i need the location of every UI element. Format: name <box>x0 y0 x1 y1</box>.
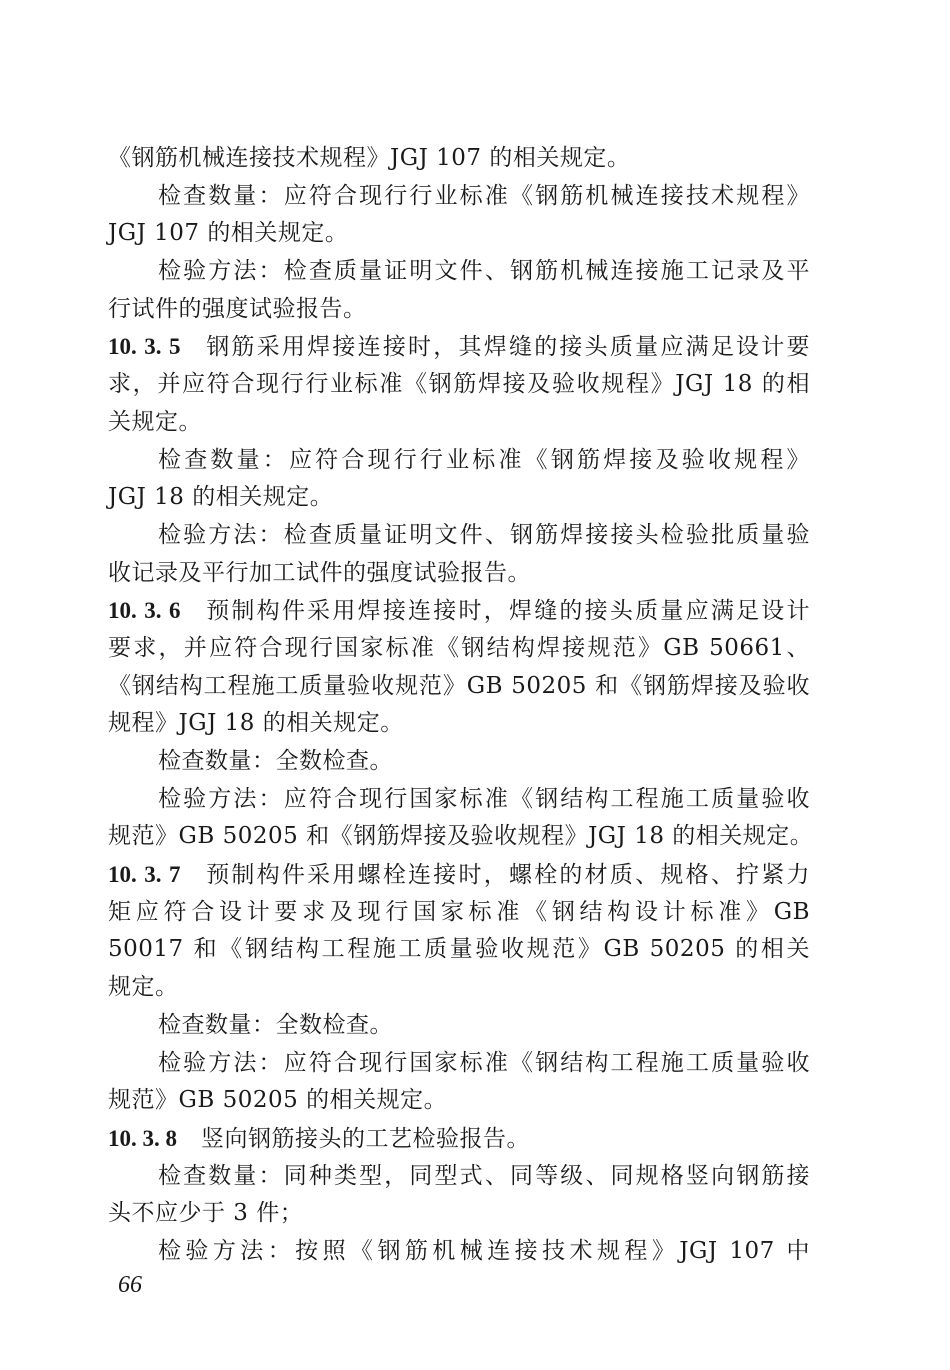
text-line: 检验方法：按照《钢筋机械连接技术规程》JGJ 107 中 <box>158 1237 810 1264</box>
text-line: JGJ 18 的相关规定。 <box>108 484 334 511</box>
clause-text: 竖向钢筋接头的工艺检验报告。 <box>201 1125 530 1152</box>
document-body <box>108 140 814 1271</box>
text-line: 行试件的强度试验报告。 <box>108 295 367 322</box>
clause-number: 10. 3. 8 <box>108 1125 177 1151</box>
text-line: 《钢结构工程施工质量验收规范》GB 50205 和《钢筋焊接及验收 <box>108 672 810 699</box>
text-line: 规程》JGJ 18 的相关规定。 <box>108 710 404 737</box>
text-line: 检查数量：全数检查。 <box>158 748 393 774</box>
text-line: 检验方法：应符合现行国家标准《钢结构工程施工质量验收 <box>158 785 810 812</box>
text-line: 检查数量：应符合现行行业标准《钢筋机械连接技术规程》 <box>158 182 810 209</box>
page-number: 66 <box>118 1272 142 1298</box>
text-line: 检验方法：检查质量证明文件、钢筋机械连接施工记录及平 <box>158 258 810 285</box>
text-line: 矩应符合设计要求及现行国家标准《钢结构设计标准》GB <box>108 898 810 925</box>
text-line: 检验方法：应符合现行国家标准《钢结构工程施工质量验收 <box>158 1049 810 1076</box>
clause-10-3-6 <box>108 592 810 630</box>
clause-10-3-7 <box>108 856 810 894</box>
clause-text: 钢筋采用焊接连接时，其焊缝的接头质量应满足设计要 <box>204 334 811 361</box>
text-line: 《钢筋机械连接技术规程》JGJ 107 的相关规定。 <box>108 145 631 171</box>
text-line: 规范》GB 50205 和《钢筋焊接及验收规程》JGJ 18 的相关规定。 <box>108 823 814 850</box>
text-line: 要求，并应符合现行国家标准《钢结构焊接规范》GB 50661、 <box>108 634 810 661</box>
text-line: 收记录及平行加工试件的强度试验报告。 <box>108 559 531 586</box>
clause-10-3-8 <box>108 1120 810 1158</box>
text-line: 50017 和《钢结构工程施工质量验收规范》GB 50205 的相关 <box>108 936 810 963</box>
text-line: 规范》GB 50205 的相关规定。 <box>108 1087 448 1114</box>
text-line: 检验方法：检查质量证明文件、钢筋焊接接头检验批质量验 <box>158 521 810 548</box>
text-line: 求，并应符合现行行业标准《钢筋焊接及验收规程》JGJ 18 的相 <box>108 371 810 398</box>
text-line: 头不应少于 3 件； <box>108 1200 304 1227</box>
clause-text: 预制构件采用螺栓连接时，螺栓的材质、规格、拧紧力 <box>204 862 811 889</box>
clause-10-3-5 <box>108 328 810 366</box>
text-line: JGJ 107 的相关规定。 <box>108 220 349 247</box>
clause-number: 10. 3. 7 <box>108 862 181 888</box>
text-line: 检查数量：全数检查。 <box>158 1011 393 1038</box>
text-line: 关规定。 <box>108 408 202 435</box>
text-line: 检查数量：应符合现行行业标准《钢筋焊接及验收规程》 <box>158 446 810 473</box>
text-line: 规定。 <box>108 974 179 1001</box>
clause-text: 预制构件采用焊接连接时，焊缝的接头质量应满足设计 <box>204 598 811 625</box>
clause-number: 10. 3. 5 <box>108 334 181 360</box>
text-line: 检查数量：同种类型，同型式、同等级、同规格竖向钢筋接 <box>158 1162 810 1189</box>
clause-number: 10. 3. 6 <box>108 598 181 624</box>
